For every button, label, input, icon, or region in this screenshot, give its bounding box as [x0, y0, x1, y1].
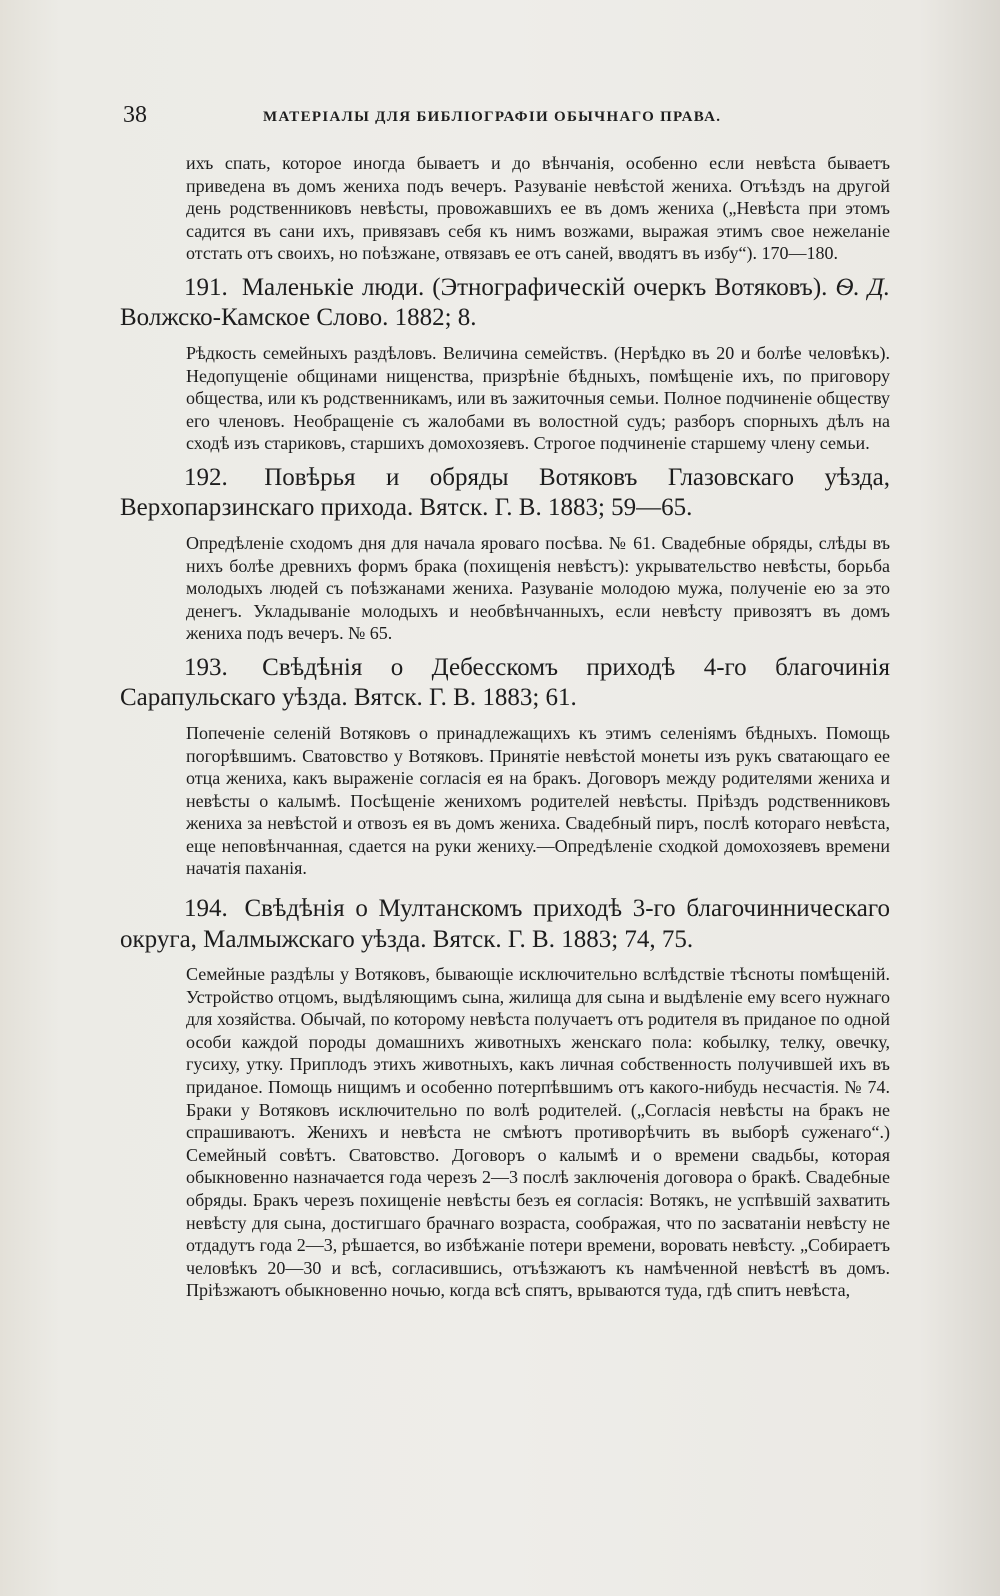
bibliography-entry-192	[120, 463, 890, 645]
entry-gap	[120, 880, 890, 886]
entry-annotation: Семейные раздѣлы у Вотяковъ, бывающіе исключительно вслѣдствіе тѣсноты помѣщеній. Устройство отцомъ, выдѣляющимъ сына, жилища для сына и выдѣленіе ему всего нужнаго для хозяйства. Обычай, по которому невѣста получаетъ отъ родителя въ приданое по одной особи каждой породы домашнихъ животныхъ женскаго пола: кобылку, телку, овечку, гусиху, утку. Приплодъ этихъ животныхъ, какъ личная собственность получившей ихъ въ приданое. Помощь нищимъ и особенно потерпѣвшимъ отъ какого-нибудь несчастія. № 74. Браки у Вотяковъ исключительно по волѣ родителей. („Согласія невѣсты на бракъ не спрашиваютъ. Женихъ и невѣста не смѣютъ противорѣчить въ выборѣ суженаго“.) Семейный совѣтъ. Сватовство. Договоръ о калымѣ и о времени свадьбы, которая обыкновенно назначается года черезъ 2—3 послѣ заключенія договора о бракѣ. Свадебные обряды. Бракъ черезъ похищеніе невѣсты безъ ея согласія: Вотякъ, не успѣвшій захватить невѣсту для сына, достигшаго брачнаго возраста, соображая, что по засватаніи невѣсту не отдадутъ года 2—3, рѣшается, во избѣжаніе потери времени, воровать невѣсту. „Собираетъ человѣкъ 20—30 и всѣ, согласившись, отъѣзжаютъ къ намѣченной невѣстѣ въ домъ. Пріѣзжаютъ обыкновенно ночью, когда всѣ спятъ, врываются туда, гдѣ спитъ невѣста,	[186, 964, 890, 1301]
entry-annotation: Рѣдкость семейныхъ раздѣловъ. Величина семействъ. (Нерѣдко въ 20 и болѣе человѣкъ). Недопущеніе общинами нищенства, призрѣніе бѣдныхъ, помѣщеніе ихъ, по приговору общества, или къ родственникамъ, или въ зажиточныя семьи. Полное подчиненіе обществу его членовъ. Необращеніе съ жалобами въ волостной судъ; разборъ спорныхъ дѣлъ на сходѣ изъ стариковъ, старшихъ домохозяевъ. Строгое подчиненіе старшему члену семьи.	[186, 342, 890, 454]
entry-number: 194.	[184, 895, 228, 923]
entry-title	[120, 273, 890, 334]
entry-source: Волжско-Камское Слово. 1882; 8.	[120, 304, 477, 332]
entry-title	[120, 653, 890, 714]
intro-paragraph: ихъ спать, которое иногда бываетъ и до вѣнчанія, особенно если невѣста бываетъ приведена въ домъ жениха подъ вечеръ. Разуваніе невѣстой жениха. Отъѣздъ на другой день родственниковъ невѣсты, провожавшихъ ее въ домъ жениха („Невѣста при этомъ садится въ сани ихъ, привязавъ себя къ нимъ возжами, выражая этимъ свое нежеланіе отстать отъ своихъ, но поѣзжане, отвязавъ ее отъ саней, вводятъ въ избу“). 170—180.	[186, 153, 890, 264]
page-header	[123, 102, 773, 132]
entry-source: Вятск. Г. В. 1883; 59—65.	[419, 494, 693, 522]
bibliography-entry-193	[120, 653, 890, 880]
entry-annotation: Опредѣленіе сходомъ дня для начала яроваго посѣва. № 61. Свадебные обряды, слѣды въ нихъ болѣе древнихъ формъ брака (похищенія невѣстъ): укрывательство невѣсты, борьба молодыхъ людей съ поѣзжанами жениха. Разуваніе молодою мужа, полученіе ею за это денегъ. Укладываніе молодыхъ и необвѣнчанныхъ, если невѣсту привозятъ въ домъ жениха подъ вечеръ. № 65.	[186, 532, 890, 644]
entry-heading: Маленькіе люди. (Этнографическій очеркъ Вотяковъ).	[241, 273, 828, 301]
entry-source: Вятск. Г. В. 1883; 61.	[353, 684, 577, 712]
bibliography-entry-194	[120, 894, 890, 1302]
entry-number: 192.	[184, 463, 228, 491]
bibliography-entry-191	[120, 273, 890, 455]
entry-title	[120, 463, 890, 524]
page-number: 38	[123, 102, 147, 128]
entry-heading: Свѣдѣнія о Дебесскомъ приходѣ 4-го благочинія Сарапульскаго уѣзда.	[120, 653, 891, 712]
entry-annotation: Попеченіе селеній Вотяковъ о принадлежащихъ къ этимъ селеніямъ бѣдныхъ. Помощь погорѣвшимъ. Сватовство у Вотяковъ. Принятіе невѣстой монеты изъ рукъ сватающаго ее отца жениха, какъ выраженіе согласія ея на бракъ. Договоръ между родителями жениха и невѣсты о калымѣ. Посѣщеніе женихомъ родителей невѣсты. Пріѣздъ родственниковъ жениха за невѣстой и отвозъ ея въ домъ жениха. Свадебный пиръ, послѣ котораго невѣста, еще неповѣнчанная, сдается на руки жениху.—Опредѣленіе сходкой домохозяевъ времени начатія паханія.	[186, 722, 890, 879]
entry-author: Ѳ. Д.	[835, 273, 890, 301]
running-title: МАТЕРІАЛЫ ДЛЯ БИБЛІОГРАФІИ ОБЫЧНАГО ПРАВА.	[263, 109, 722, 125]
entry-title	[120, 894, 890, 955]
entry-heading: Свѣдѣнія о Мултанскомъ приходѣ 3-го благочинническаго округа, Малмыжскаго уѣзда.	[120, 895, 890, 953]
entry-number: 191.	[184, 273, 228, 301]
entry-number: 193.	[184, 653, 228, 681]
entry-heading: Повѣрья и обряды Вотяковъ Глазовскаго уѣзда, Верхопарзинскаго прихода.	[120, 463, 891, 522]
entry-source: Вятск. Г. В. 1883; 74, 75.	[432, 925, 694, 953]
main-text	[120, 152, 890, 1302]
